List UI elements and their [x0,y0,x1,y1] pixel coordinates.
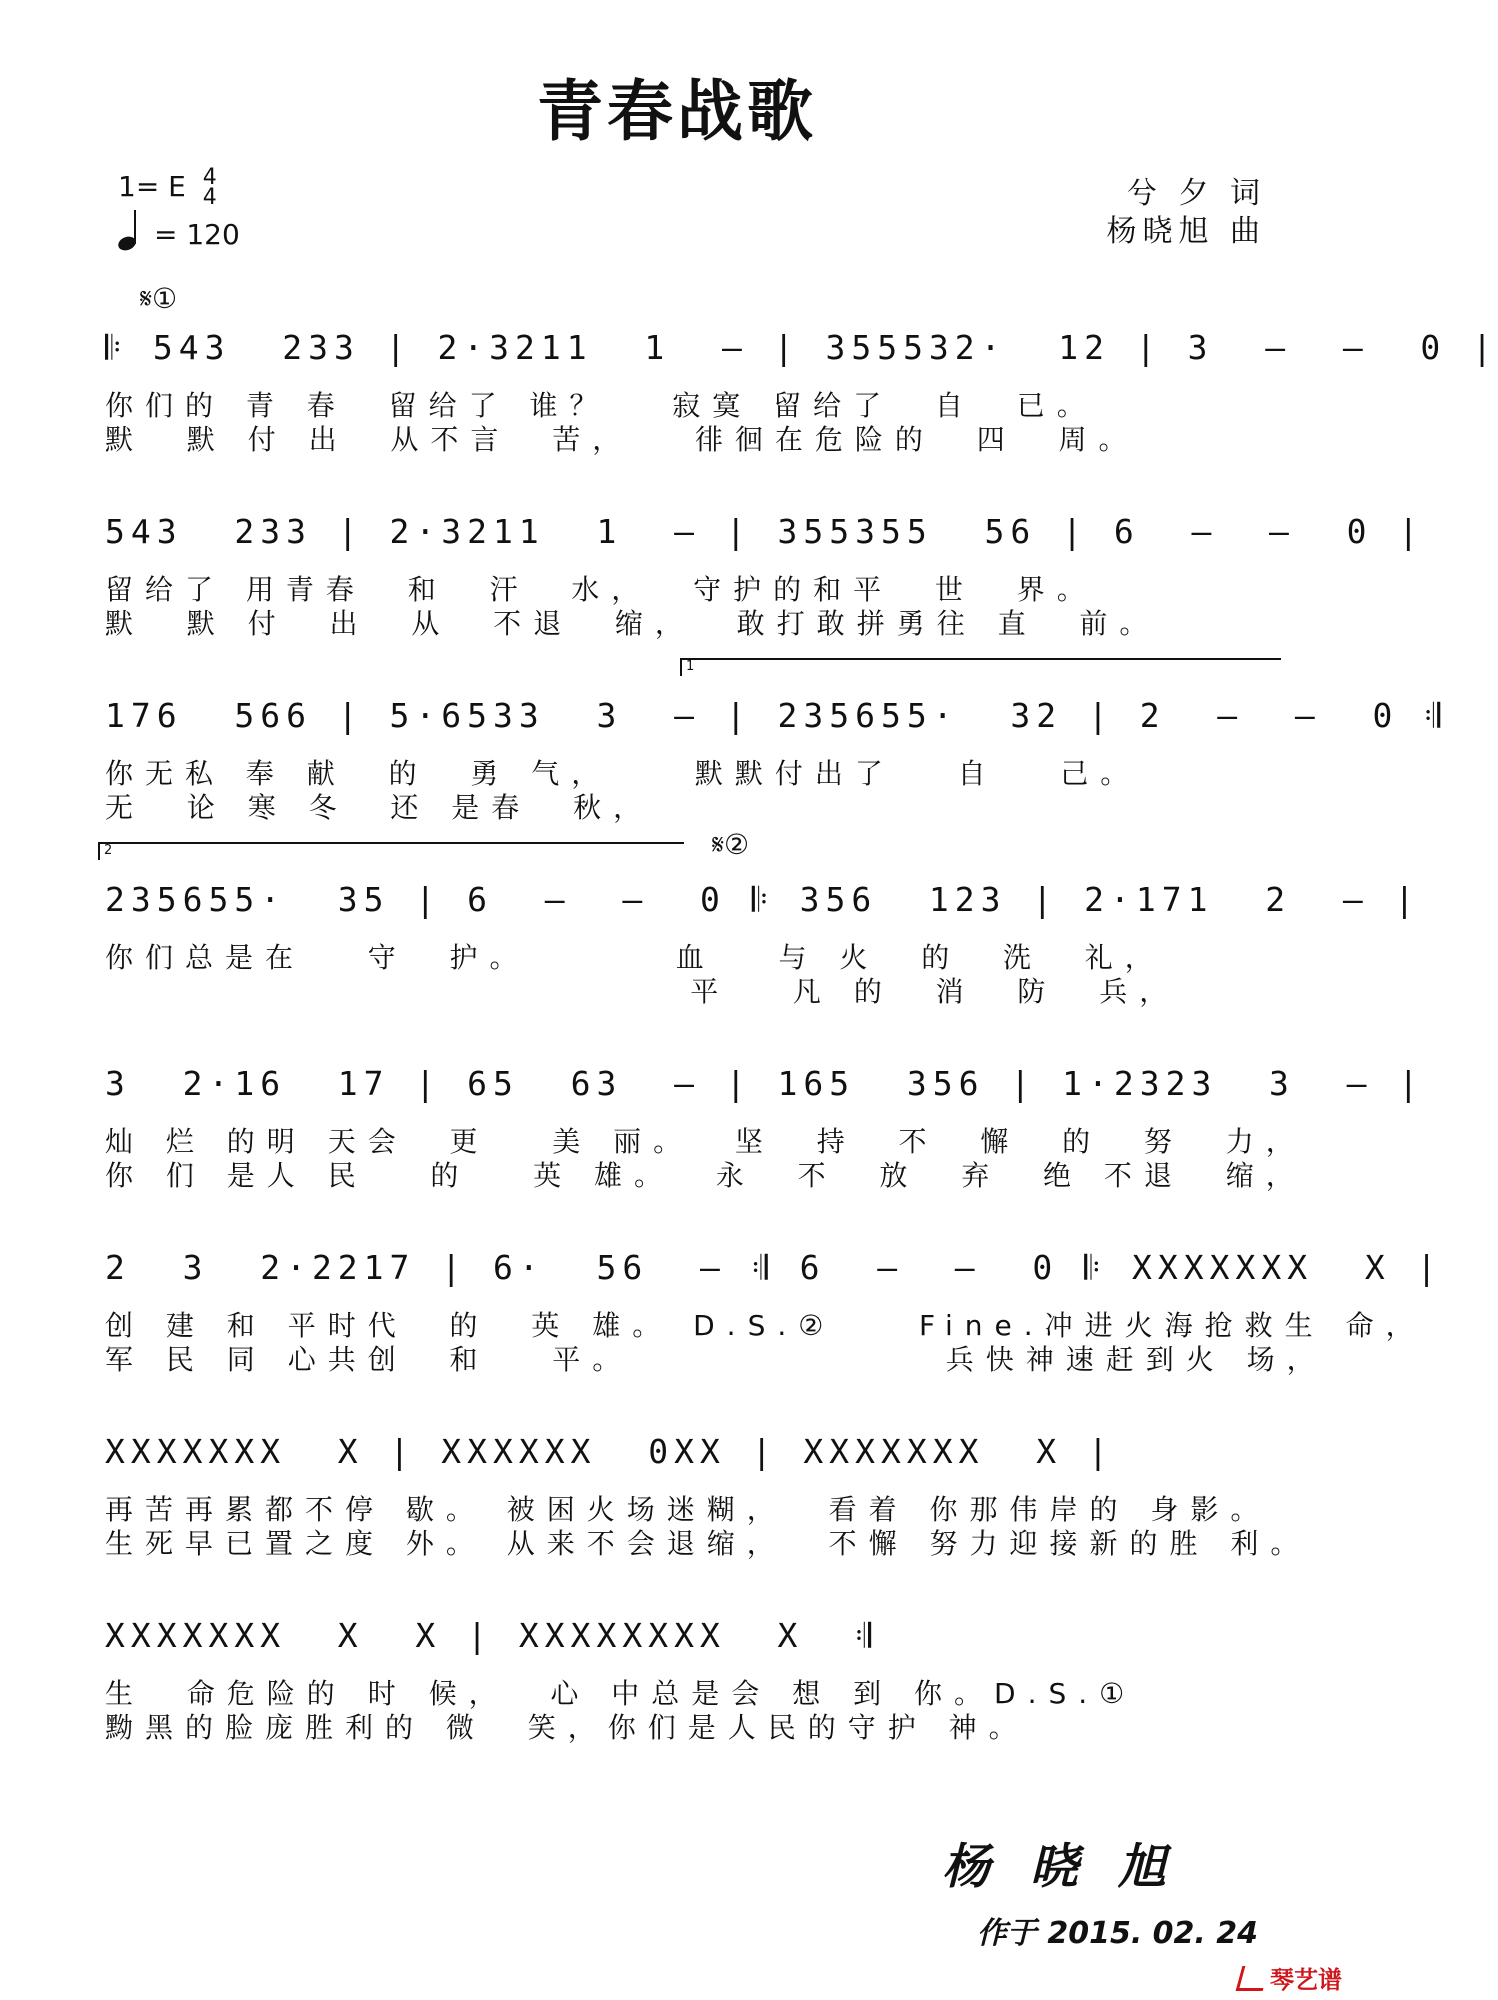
score-system-6 [105,1240,1443,1376]
notation-line: 3 2·16 17 | 65 63 ‒ | 165 356 | 1·2323 3 ‒ | [105,1064,1425,1103]
notation-line: 543 233 | 2·3211 1 ‒ | 355355 56 | 6 ‒ ‒ 0 | [105,512,1425,551]
tempo-mark [118,210,240,251]
notation-line: 2 3 2·2217 | 6· 56 ‒ 𝄇 6 ‒ ‒ 0 𝄆 XXXXXXX X | [105,1248,1443,1287]
brand-logo-icon [1236,1966,1270,1991]
score-system-7 [105,1424,1311,1560]
time-top: 4 [202,165,217,190]
tempo-text: = 120 [154,218,240,251]
volta-1: 1 [680,658,1281,676]
lyrics-verse-2: 默 默 付 出 从不言 苦， 徘徊在危险的 四 周。 [105,423,1139,456]
score-system-1 [105,320,1498,456]
lyrics-verse-1: 灿 烂 的明 天会 更 美 丽。 坚 持 不 懈 的 努 力， [105,1125,1306,1158]
time-bottom: 4 [202,185,217,210]
segno-1: 𝄋① [140,282,178,315]
lyrics-verse-2: 无 论 寒 冬 还 是春 秋， [105,791,654,824]
brand-text: 琴艺谱 [1270,1966,1342,1994]
composer-signature: 杨晓旭 [941,1839,1206,1895]
composition-date: 作于 2015. 02. 24 [976,1916,1258,1951]
notation-line: XXXXXXX X | XXXXXX 0XX | XXXXXXX X | [105,1432,1114,1471]
lyrics-verse-2: 你 们 是人 民 的 英 雄。 永 不 放 弃 绝 不退 缩， [105,1159,1306,1192]
score-system-5 [105,1056,1425,1192]
lyricist: 兮 夕 词 [1126,176,1266,211]
lyrics-verse-1: 你们总是在 守 护。 血 与 火 的 洗 礼， [105,941,1165,974]
lyrics-verse-1: 你们的 青 春 留给了 谁？ 寂寞 留给了 自 已。 [105,389,1097,422]
lyrics-verse-2: 生死早已置之度 外。 从来不会退缩， 不懈 努力迎接新的胜 利。 [105,1527,1311,1560]
composer: 杨晓旭 曲 [1106,214,1266,249]
key-signature [118,165,217,210]
lyrics-verse-2: 军 民 同 心共创 和 平。 兵快神速赶到火 场， [105,1343,1327,1376]
lyrics-verse-2: 默 默 付 出 从 不退 缩， 敢打敢拼勇往 直 前。 [105,607,1160,640]
score-system-4 [105,872,1421,1008]
volta-2: 2 [98,842,684,860]
notation-line: 𝄆 543 233 | 2·3211 1 ‒ | 355532· 12 | 3 ‒ ‒ 0 | [105,328,1498,367]
lyrics-verse-2: 黝黑的脸庞胜利的 微 笑，你们是人民的守护 神。 [105,1711,1029,1744]
notation-line: 176 566 | 5·6533 3 ‒ | 235655· 32 | 2 ‒ ‒ 0 𝄇 [105,696,1447,735]
song-title: 青春战歌 [537,73,817,150]
notation-line: 235655· 35 | 6 ‒ ‒ 0 𝄆 356 123 | 2·171 2 ‒ | [105,880,1421,919]
score-system-3 [105,688,1447,824]
segno-2: 𝄋② [712,828,750,861]
lyrics-verse-1: 你无私 奉 献 的 勇 气， 默默付出了 自 己。 [105,757,1141,790]
lyrics-verse-1: 创 建 和 平时代 的 英 雄。 D.S.② Fine.冲进火海抢救生 命， [105,1309,1426,1342]
lyrics-verse-1: 留给了 用青春 和 汗 水， 守护的和平 世 界。 [105,573,1097,606]
key-text: 1= E [118,170,186,203]
notation-line: XXXXXXX X X | XXXXXXXX X 𝄇 [105,1616,878,1655]
lyrics-verse-2: 平 凡 的 消 防 兵， [105,975,1180,1008]
time-signature [202,165,217,210]
score-system-8 [105,1608,1275,1744]
brand-watermark [1239,1960,1342,1995]
score-system-2 [105,504,1425,640]
quarter-note-icon [118,210,140,250]
lyrics-verse-1: 再苦再累都不停 歇。 被困火场迷糊， 看着 你那伟岸的 身影。 [105,1493,1271,1526]
lyrics-verse-1: 生 命危险的 时 候， 心 中总是会 想 到 你。D.S.① [105,1677,1137,1710]
